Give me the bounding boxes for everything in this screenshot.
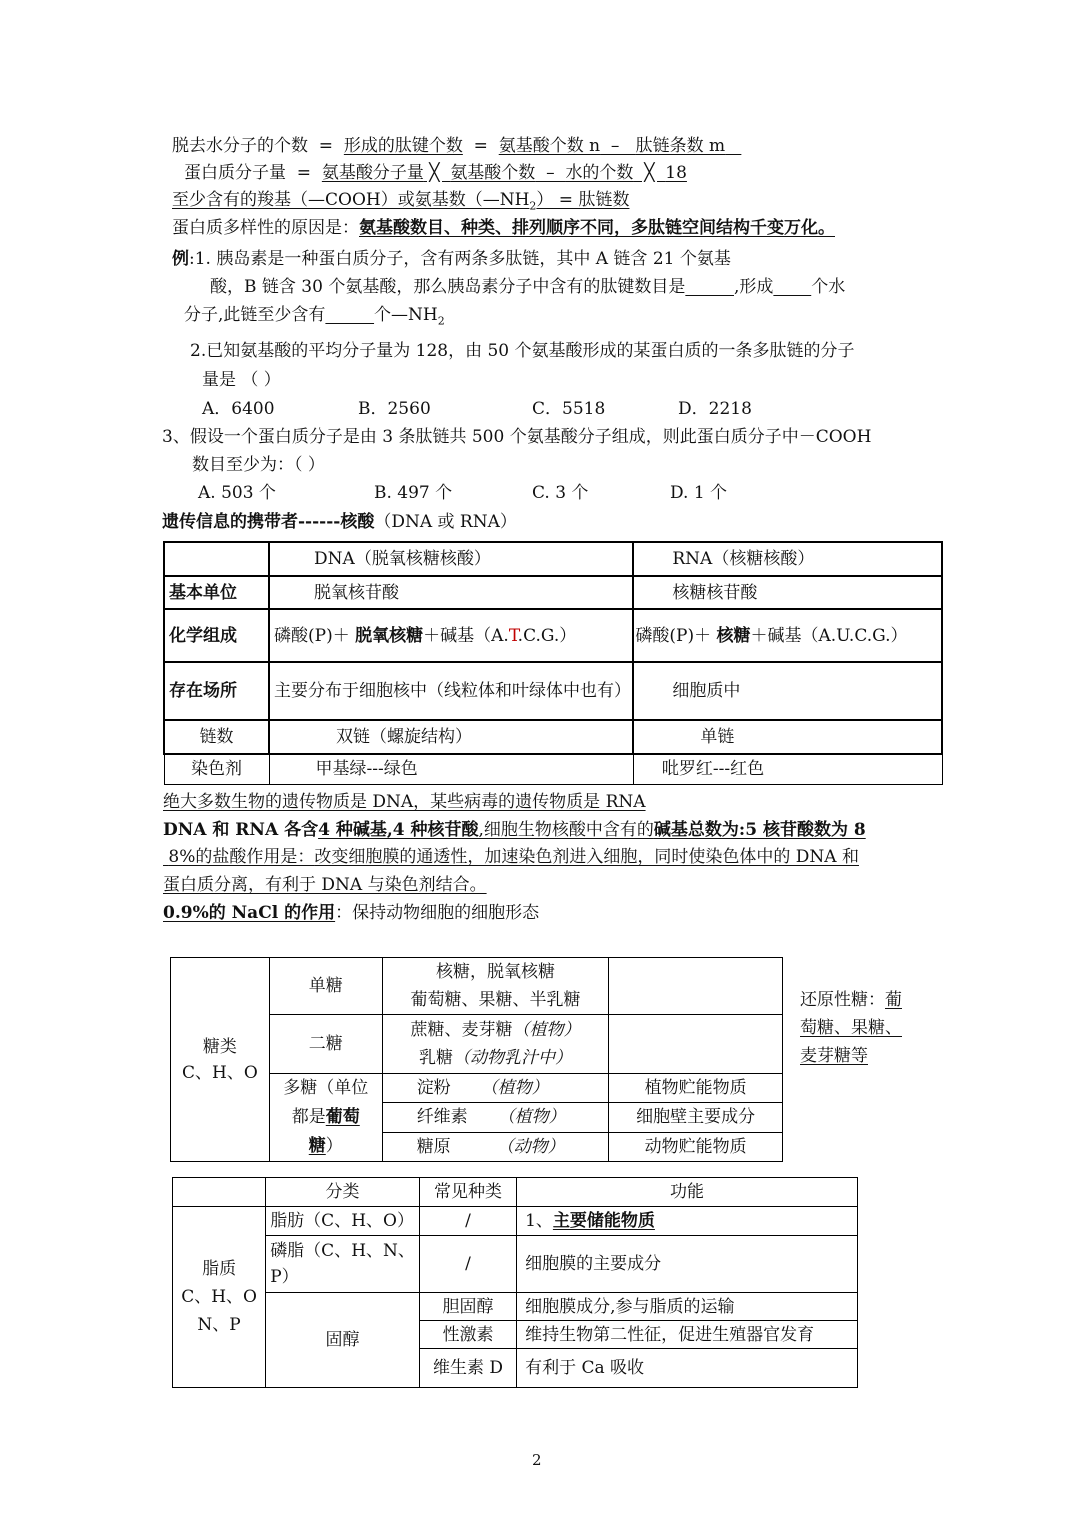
example-2-option-a: A．6400 <box>202 399 275 419</box>
table-cell <box>609 958 783 1015</box>
nucleic-acid-heading: 遗传信息的携带者------核酸（DNA 或 RNA） <box>162 512 517 532</box>
table-row <box>164 576 942 609</box>
table-cell: / <box>419 1236 516 1293</box>
formula-protein-mass: 蛋白质分子量 = 氨基酸分子量 ╳ 氨基酸个数 – 水的个数 ╳ 18 <box>184 163 687 183</box>
column-dna: DNA（脱氧核糖核酸） <box>269 542 633 576</box>
hcl-note: 8%的盐酸作用是：改变细胞膜的通透性，加速染色剂进入细胞，同时使染色体中的 DNA 和 <box>168 847 859 867</box>
table-cell: 细胞膜的主要成分 <box>517 1236 858 1293</box>
table-cell: 糖原 （动物） <box>382 1132 609 1161</box>
example-2-option-b: B．2560 <box>358 399 431 419</box>
bases-note: DNA 和 RNA 各含4 种碱基,4 种核苷酸,细胞生物核酸中含有的碱基总数为:5 核苷酸数为 8 <box>163 820 866 840</box>
lipid-phospholipid: 磷脂（C、H、N、 P） <box>266 1236 420 1293</box>
table-row <box>171 958 783 1015</box>
table-cell: 蔗糖、麦芽糖（植物） 乳糖（动物乳汁中） <box>382 1015 609 1074</box>
sugar-category: 糖类 C、H、O <box>171 958 270 1162</box>
table-cell: / <box>419 1207 516 1236</box>
table-cell: 细胞质中 <box>633 662 942 720</box>
table-cell: 有利于 Ca 吸收 <box>517 1349 858 1388</box>
example-2-option-c: C．5518 <box>532 399 606 419</box>
table-cell <box>609 1015 783 1074</box>
table-cell: 维持生物第二性征，促进生殖器官发育 <box>517 1321 858 1349</box>
table-cell <box>164 542 269 576</box>
table-row <box>173 1178 858 1207</box>
table-row <box>164 720 942 754</box>
example-3-line-2: 数目至少为：（ ） <box>192 455 325 475</box>
table-cell: 吡罗红---红色 <box>633 754 942 784</box>
table-cell: 1、主要储能物质 <box>517 1207 858 1236</box>
table-cell: 动物贮能物质 <box>609 1132 783 1161</box>
table-row <box>164 662 942 720</box>
column-class: 分类 <box>266 1178 420 1207</box>
table-row <box>164 609 942 662</box>
genetic-material-note: 绝大多数生物的遗传物质是 DNA，某些病毒的遗传物质是 RNA <box>163 792 646 812</box>
table-cell: 淀粉 （植物） <box>382 1074 609 1103</box>
example-2-line-2: 量是 （ ） <box>202 370 281 390</box>
table-cell: 植物贮能物质 <box>609 1074 783 1103</box>
row-header-location: 存在场所 <box>164 662 269 720</box>
table-cell: 主要分布于细胞核中（线粒体和叶绿体中也有） <box>269 662 633 720</box>
example-3-option-d: D. 1 个 <box>670 483 728 503</box>
example-1-line-1: 例:1. 胰岛素是一种蛋白质分子，含有两条多肽链，其中 A 链含 21 个氨基 <box>172 249 731 269</box>
formula-min-groups: 至少含有的羧基（—COOH）或氨基数$(—NH_2)$ = 肽链数 <box>172 190 630 213</box>
row-header-unit: 基本单位 <box>164 576 269 609</box>
sugar-mono: 单糖 <box>269 958 382 1015</box>
lipid-table <box>172 1177 858 1388</box>
example-2-option-d: D．2218 <box>678 399 752 419</box>
column-kind: 常见种类 <box>419 1178 516 1207</box>
table-row <box>173 1207 858 1236</box>
table-row <box>164 542 942 576</box>
table-cell: 磷酸(P)＋ 脱氧核糖＋碱基（A.T.C.G.） <box>269 609 633 662</box>
table-cell <box>173 1178 266 1207</box>
table-cell: 细胞膜成分,参与脂质的运输 <box>517 1293 858 1321</box>
example-3-option-a: A. 503 个 <box>198 483 276 503</box>
table-cell: 性激素 <box>419 1321 516 1349</box>
row-header-stain: 染色剂 <box>164 754 269 784</box>
protein-diversity: 蛋白质多样性的原因是：氨基酸数目、种类、排列顺序不同，多肽链空间结构千变万化。 <box>172 218 835 238</box>
table-cell: 胆固醇 <box>419 1293 516 1321</box>
table-cell: 维生素 D <box>419 1349 516 1388</box>
lipid-sterol: 固醇 <box>266 1293 420 1388</box>
example-1-line-2: 酸，B 链含 30 个氨基酸，那么胰岛素分子中含有的肽键数目是 ,形成 个水 <box>210 277 846 297</box>
example-3-line-1: 3、假设一个蛋白质分子是由 3 条肽链共 500 个氨基酸分子组成，则此蛋白质分子中－COOH <box>162 427 872 447</box>
table-cell: 核糖，脱氧核糖 葡萄糖、果糖、半乳糖 <box>382 958 609 1015</box>
nacl-note: 0.9%的 NaCl 的作用：保持动物细胞的细胞形态 <box>163 903 540 923</box>
table-row <box>173 1293 858 1321</box>
lipid-category: 脂质 C、H、O N、P <box>173 1207 266 1388</box>
table-cell: 单链 <box>633 720 942 754</box>
table-row <box>164 754 942 784</box>
sugar-di: 二糖 <box>269 1015 382 1074</box>
column-rna: RNA（核糖核酸） <box>633 542 942 576</box>
sugar-table <box>170 957 783 1162</box>
table-row <box>173 1236 858 1293</box>
row-header-composition: 化学组成 <box>164 609 269 662</box>
column-function: 功能 <box>517 1178 858 1207</box>
lipid-fat: 脂肪（C、H、O） <box>266 1207 420 1236</box>
reducing-sugar-note: 还原性糖：葡 萄糖、果糖、 麦芽糖等 <box>800 990 902 1066</box>
table-cell: 甲基绿---绿色 <box>269 754 633 784</box>
hcl-note-continued: 蛋白质分离，有利于 DNA 与染色剂结合。 <box>163 875 487 895</box>
page-number: 2 <box>532 1451 542 1469</box>
row-header-strands: 链数 <box>164 720 269 754</box>
example-3-option-b: B. 497 个 <box>374 483 453 503</box>
table-cell: 磷酸(P)＋ 核糖＋碱基（A.U.C.G.） <box>633 609 942 662</box>
table-cell: 脱氧核苷酸 <box>269 576 633 609</box>
example-3-option-c: C. 3 个 <box>532 483 589 503</box>
table-cell: 纤维素 （植物） <box>382 1103 609 1132</box>
table-cell: 细胞壁主要成分 <box>609 1103 783 1132</box>
example-2-line-1: 2.已知氨基酸的平均分子量为 128，由 50 个氨基酸形成的某蛋白质的一条多肽链的分子 <box>190 341 855 361</box>
formula-water-loss: 脱去水分子的个数 = 形成的肽键个数 = 氨基酸个数 n – 肽链条数 m <box>172 136 726 156</box>
table-cell: 双链（螺旋结构） <box>269 720 633 754</box>
sugar-poly: 多糖（单位 都是葡萄 糖） <box>269 1074 382 1162</box>
table-cell: 核糖核苷酸 <box>633 576 942 609</box>
example-1-line-3: 分子,此链至少含有 个$—NH_2$ <box>184 305 445 328</box>
dna-rna-table <box>163 541 943 785</box>
